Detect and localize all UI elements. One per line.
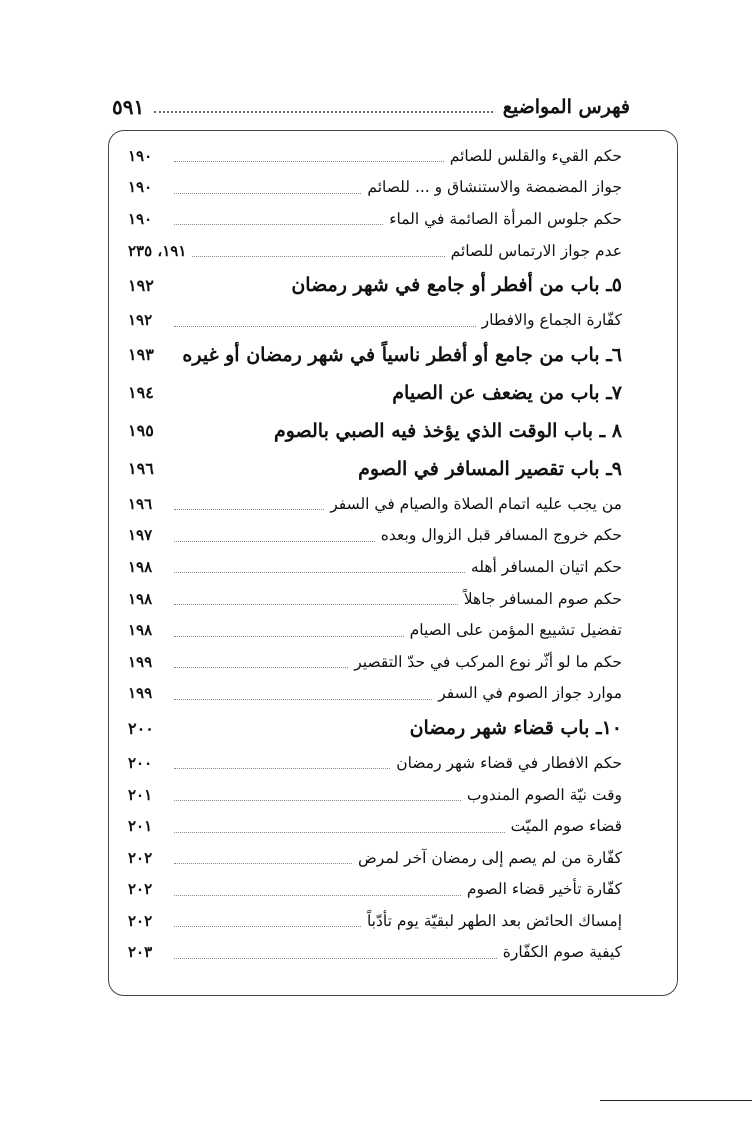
entry-page-number: ١٩٦ xyxy=(128,459,154,479)
entry-page-number: ١٩٩ xyxy=(128,684,153,703)
entry-label: وقت نيّة الصوم المندوب xyxy=(466,785,622,804)
index-section-row xyxy=(128,374,622,412)
entry-label: كيفية صوم الكفّارة xyxy=(502,943,622,962)
entry-page-number: ١٩٠ xyxy=(128,209,153,228)
index-entry-row xyxy=(128,747,622,779)
entry-page-number: ٢٠٠ xyxy=(128,753,153,772)
entry-page-number: ١٩٣ xyxy=(128,345,154,365)
index-entry-row xyxy=(128,614,622,646)
page-number: ٥٩١ xyxy=(112,95,145,119)
leader-dots xyxy=(174,667,348,668)
entry-label: كفّارة تأخير قضاء الصوم xyxy=(466,880,622,899)
leader-dots xyxy=(174,699,432,700)
entry-label: تفضيل تشييع المؤمن على الصيام xyxy=(409,621,622,640)
entry-page-number: ٢٠٢ xyxy=(128,848,153,867)
entry-page-number: ١٩٨ xyxy=(128,589,153,608)
index-entry-row xyxy=(128,678,622,710)
entry-page-number: ١٩٧ xyxy=(128,526,153,545)
entry-label: حكم جلوس المرأة الصائمة في الماء xyxy=(389,209,622,228)
section-title: ٥ـ باب من أفطر أو جامع في شهر رمضان xyxy=(291,274,622,297)
leader-dots xyxy=(174,800,461,801)
entry-label: حكم خروج المسافر قبل الزوال وبعده xyxy=(380,526,622,545)
index-section-row xyxy=(128,266,622,304)
index-entry-row xyxy=(128,140,622,172)
section-title: ٩ـ باب تقصير المسافر في الصوم xyxy=(358,457,622,480)
entry-label: حكم ما لو أثّر نوع المركب في حدّ التقصير xyxy=(354,652,622,671)
header-title: فهرس المواضيع xyxy=(502,96,630,118)
leader-dots xyxy=(174,224,383,225)
entry-page-number: ١٩٠ xyxy=(128,146,153,165)
index-entry-row xyxy=(128,874,622,906)
entry-page-number: ١٩٤ xyxy=(128,383,154,403)
index-entry-row xyxy=(128,235,622,267)
entry-page-number: ١٩٢ xyxy=(128,275,154,295)
entry-label: عدم جواز الارتماس للصائم xyxy=(450,241,622,260)
leader-dots xyxy=(192,256,444,257)
entry-label: قضاء صوم الميّت xyxy=(510,817,622,836)
leader-dots xyxy=(174,572,465,573)
entry-label: حكم اتيان المسافر أهله xyxy=(470,557,622,576)
entry-page-number: ١٩١، ٢٣٥ xyxy=(128,241,187,260)
section-title: ١٠ـ باب قضاء شهر رمضان xyxy=(409,717,622,740)
entry-page-number: ٢٠٢ xyxy=(128,880,153,899)
index-entry-row xyxy=(128,842,622,874)
index-entry-row xyxy=(128,646,622,678)
leader-dots xyxy=(174,541,375,542)
index-entry-row xyxy=(128,520,622,552)
entry-page-number: ٢٠٣ xyxy=(128,943,153,962)
index-entry-row xyxy=(128,810,622,842)
entry-page-number: ٢٠١ xyxy=(128,785,153,804)
entry-label: حكم صوم المسافر جاهلاً xyxy=(463,589,622,608)
entry-page-number: ٢٠٠ xyxy=(128,718,154,738)
entry-label: كفّارة من لم يصم إلى رمضان آخر لمرض xyxy=(358,848,622,867)
entry-page-number: ٢٠١ xyxy=(128,817,153,836)
index-section-row xyxy=(128,709,622,747)
entry-page-number: ١٩٨ xyxy=(128,557,153,576)
leader-dots xyxy=(174,895,461,896)
index-section-row xyxy=(128,450,622,488)
section-title: ٦ـ باب من جامع أو أفطر ناسياً في شهر رمضان أو غيره xyxy=(182,343,622,366)
entry-label: جواز المضمضة والاستنشاق و ... للصائم xyxy=(367,178,622,197)
leader-dots xyxy=(174,636,404,637)
leader-dots xyxy=(174,509,324,510)
index-section-row xyxy=(128,412,622,450)
leader-dots xyxy=(174,926,361,927)
leader-dots xyxy=(174,863,352,864)
entry-label: موارد جواز الصوم في السفر xyxy=(438,684,622,703)
entry-page-number: ١٩٦ xyxy=(128,494,153,513)
entry-label: من يجب عليه اتمام الصلاة والصيام في السفر xyxy=(330,494,622,513)
entry-page-number: ١٩٨ xyxy=(128,621,153,640)
entry-page-number: ١٩٩ xyxy=(128,652,153,671)
leader-dots xyxy=(174,161,444,162)
index-entry-row xyxy=(128,583,622,615)
entry-page-number: ١٩٥ xyxy=(128,421,154,441)
index-list xyxy=(128,140,622,968)
entry-label: حكم الافطار في قضاء شهر رمضان xyxy=(396,753,622,772)
leader-dots xyxy=(174,768,390,769)
index-entry-row xyxy=(128,937,622,969)
index-entry-row xyxy=(128,779,622,811)
leader-dots xyxy=(174,193,361,194)
running-header xyxy=(112,92,630,122)
index-entry-row xyxy=(128,172,622,204)
leader-dots xyxy=(174,958,497,959)
index-entry-row xyxy=(128,203,622,235)
header-leader-dots xyxy=(154,111,493,113)
index-entry-row xyxy=(128,304,622,336)
entry-page-number: ٢٠٢ xyxy=(128,911,153,930)
section-title: ٨ ـ باب الوقت الذي يؤخذ فيه الصبي بالصوم xyxy=(273,419,622,442)
bottom-rule xyxy=(600,1100,752,1101)
entry-page-number: ١٩٢ xyxy=(128,311,153,330)
index-entry-row xyxy=(128,488,622,520)
leader-dots xyxy=(174,326,476,327)
index-entry-row xyxy=(128,905,622,937)
entry-label: كفّارة الجماع والافطار xyxy=(481,311,622,330)
entry-page-number: ١٩٠ xyxy=(128,178,153,197)
leader-dots xyxy=(174,604,458,605)
section-title: ٧ـ باب من يضعف عن الصيام xyxy=(392,381,622,404)
index-section-row xyxy=(128,336,622,374)
leader-dots xyxy=(174,832,505,833)
entry-label: حكم القيء والقلس للصائم xyxy=(449,146,622,165)
entry-label: إمساك الحائض بعد الطهر لبقيّة يوم تأدّباً xyxy=(366,911,622,930)
index-entry-row xyxy=(128,551,622,583)
